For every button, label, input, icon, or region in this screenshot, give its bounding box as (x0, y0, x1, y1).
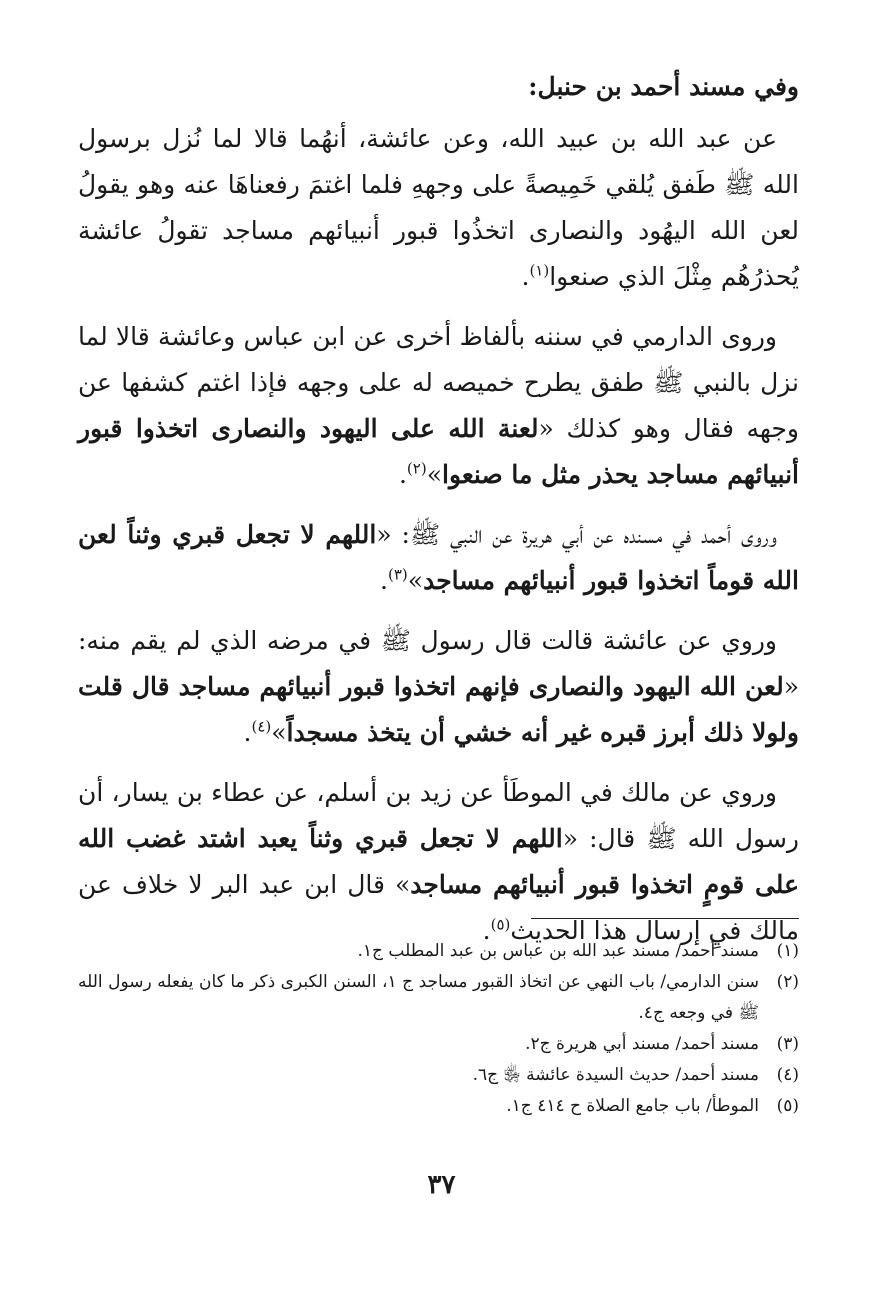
paragraph-text: وروى الدارمي في سننه بألفاظ أخرى عن ابن عباس وعائشة قالا لما نزل بالنبي ﷺ طفق يطرح خميصه له على وجهه فإذا اغتم كشفها عن وجهه فقال وهو كذلك « (78, 322, 799, 443)
hadith-quote: اللهم لا تجعل قبري وثناً لعن الله قوماً اتخذوا قبور أنبيائهم مساجد (78, 520, 799, 595)
footnote-text: مسند أحمد/ مسند عبد الله بن عباس بن عبد المطلب ج١. (357, 941, 759, 961)
footnote-ref: (٥) (490, 915, 511, 934)
body-text (78, 116, 799, 954)
footnote-text: مسند أحمد/ مسند أبي هريرة ج٢. (525, 1034, 759, 1054)
footnote-number: (١) (776, 941, 799, 961)
footnotes-list (78, 936, 799, 1122)
paragraph-text: . (380, 566, 388, 595)
footnote-item (78, 967, 799, 1029)
paragraph-text: وروى أحمد في مسنده عن أبي هريرة عن النبي ﷺ: « (376, 520, 778, 549)
paragraph-text: وروي عن مالك في الموطَأ عن زيد بن أسلم، عن عطاء بن يسار، أن رسول الله ﷺ قال: « (78, 778, 799, 853)
paragraph-text: » (271, 718, 287, 747)
footnote-ref: (١) (529, 261, 550, 280)
footnote-item (78, 1091, 799, 1122)
paragraph-text: » (426, 460, 442, 489)
footnote-ref: (٤) (251, 717, 272, 736)
paragraph (78, 512, 799, 604)
paragraph-text: وروي عن عائشة قالت قال رسول ﷺ في مرضه الذي لم يقم منه: « (78, 626, 799, 701)
paragraph (78, 116, 799, 300)
footnote-text: سنن الدارمي/ باب النهي عن اتخاذ القبور مساجد ج ١، السنن الكبرى ذكر ما كان يفعله رسول الله ﷺ في وجعه ج٤. (78, 972, 759, 1023)
footnote-number: (٢) (776, 972, 799, 992)
section-heading: وفي مسند أحمد بن حنبل: (528, 72, 799, 101)
paragraph-text: . (521, 262, 530, 291)
paragraph-text: » (407, 566, 424, 595)
hadith-quote: لعنة الله على اليهود والنصارى اتخذوا قبور أنبيائهم مساجد يحذر مثل ما صنعوا (78, 414, 799, 489)
footnote-text: مسند أحمد/ حديث السيدة عائشة ﵂ ج٦. (472, 1065, 759, 1085)
footnote-item (78, 936, 799, 967)
footnote-number: (٤) (776, 1065, 799, 1085)
footnote-item (78, 1060, 799, 1091)
footnote-number: (٥) (776, 1096, 799, 1116)
paragraph-text: عن عبد الله بن عبيد الله، وعن عائشة، أنهُما قالا لما نُزل برسول الله ﷺ طَفق يُلقي خَمِيصةً على وجههِ فلما اغتمَ رفعناهَا عنه وهو يقولُ لعن الله اليهُود والنصارى اتخذُوا قبور أنبيائهم مساجد تقولُ عائشة يُحذرُهُم مِثْلَ الذي صنعوا (78, 124, 799, 291)
paragraph-text: » قال ابن عبد البر لا خلاف عن مالك فيِ إرسال هذا الحديث (78, 870, 799, 945)
hadith-quote: اللهم لا تجعل قبري وثناً يعبد اشتد غضب الله على قومٍ اتخذوا قبور أنبيائهم مساجد (78, 824, 799, 899)
paragraph-text: . (482, 916, 491, 945)
paragraph (78, 618, 799, 756)
hadith-quote: لعن الله اليهود والنصارى فإنهم اتخذوا قبور أنبيائهم مساجد قال قلت ولولا ذلك أبرز قبره غير أنه خشي أن يتخذ مسجداً (78, 672, 799, 747)
footnote-divider (531, 918, 799, 919)
paragraph-text: . (243, 718, 252, 747)
footnote-text: الموطأ/ باب جامع الصلاة ح ٤١٤ ج١. (506, 1096, 759, 1116)
page-number: ٣٧ (427, 1170, 456, 1200)
paragraph (78, 314, 799, 498)
footnote-item (78, 1029, 799, 1060)
footnote-ref: (٢) (406, 459, 427, 478)
paragraph-text: . (398, 460, 407, 489)
footnote-ref: (٣) (388, 565, 408, 584)
paragraph (78, 770, 799, 954)
footnote-number: (٣) (776, 1034, 799, 1054)
